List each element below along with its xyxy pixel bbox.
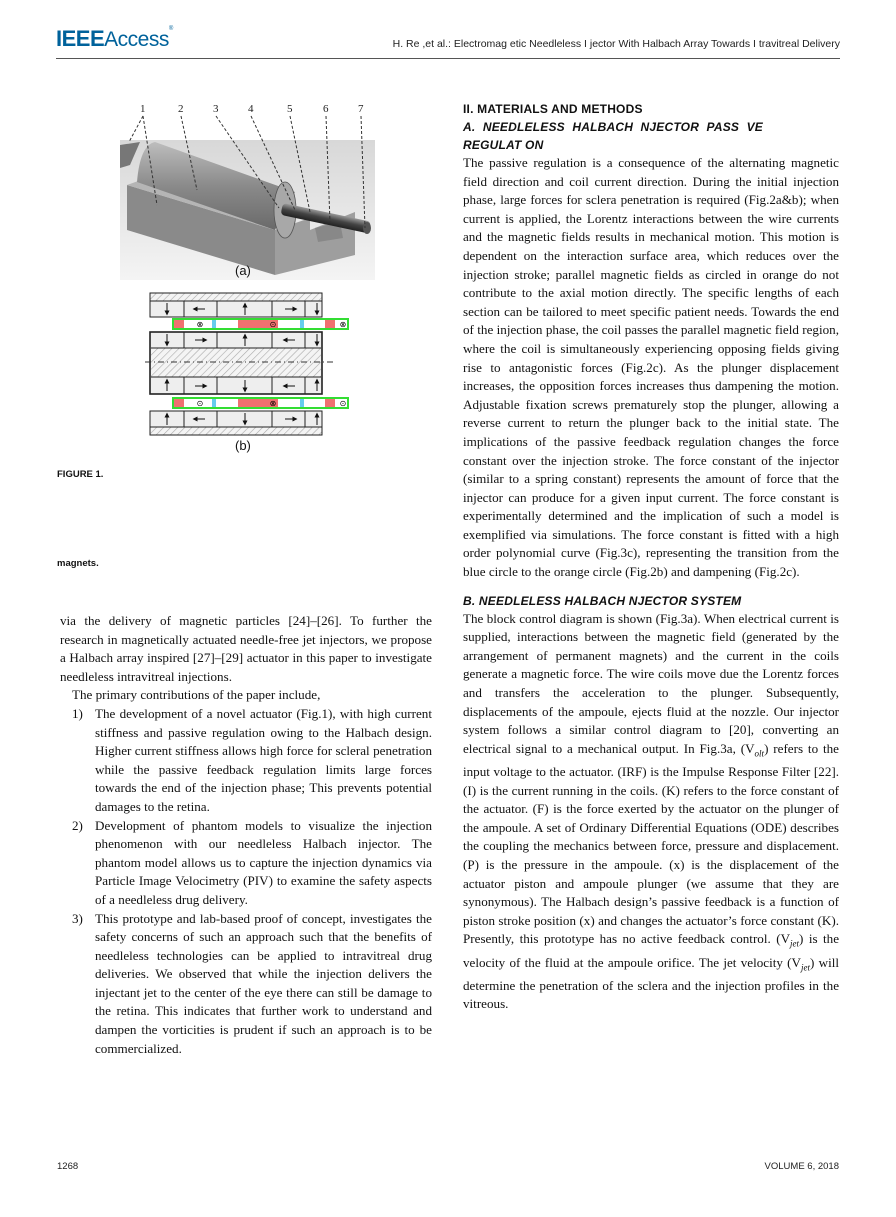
ieee-access-logo: IEEEAccess® (56, 26, 173, 51)
logo-bold-text: IEEE (56, 26, 105, 51)
subsection-a-heading: A. NEEDLELESS HALBACH NJECTOR PASS VE REGULAT ON (463, 120, 763, 152)
svg-text:7: 7 (358, 103, 364, 115)
figure-1a-label: (a) (235, 263, 251, 278)
contributions-list (60, 705, 432, 1058)
header-rule (56, 58, 840, 59)
figure-1a (115, 100, 415, 285)
svg-text:3: 3 (213, 103, 219, 115)
svg-text:4: 4 (248, 103, 254, 115)
figure-1b-label: (b) (235, 438, 251, 453)
svg-text:⊙: ⊙ (196, 399, 204, 408)
halbach-array-cross-section (145, 290, 350, 440)
subsection-b-text: The block control diagram is shown (Fig.3a). When electrical current is supplied, interactions between the magnetic field (generated by the arrangement of permanent magnets) and the current in the coils generate a magnetic force. The wire coils move due the Lorentz forces and transfers the acceleration to the plunger. Subsequently, displacements of the ampoule, ejects fluid at the nozzle. Our injector system follows a similar control diagram to [20], converting an electrical signal to a mechanical output. In Fig.3a, $(V_{olt})$ refers to the input voltage to the actuator. (IRF) is the Impulse Response Filter [22]. (I) is the current running in the coils. (K) refers to the force constant of the actuator. (F) is the force exerted by the actuator on the plunger of the ampoule. A set of Ordinary Differential Equations (ODE) describes the coupling the mechanics between force, pressure and displacement. (P) is the pressure in the ampoule. (x) is the displacement of the actuator piston and ampoule plunger (we assume that they are synonymous). The Halbach design’s passive feedback is a function of piston stroke position (x) and changes the actuator’s force constant (K). Presently, this prototype has no active feedback control. $(V_{jet})$ is the velocity of the fluid at the ampoule orifice. The jet velocity $(V_{jet})$ will determine the penetration of the sclera and the injection profiles in the vitreous. (463, 610, 840, 1012)
figure-1b (145, 290, 350, 440)
contributions-intro: The primary contributions of the paper include, (72, 687, 321, 703)
actuator-3d-drawing (115, 100, 415, 285)
logo-light-text: Access (104, 28, 169, 51)
subsection-b-heading: B. NEEDLELESS HALBACH NJECTOR SYSTEM (463, 593, 742, 608)
volume-info: VOLUME 6, 2018 (764, 1161, 839, 1172)
svg-text:⊗: ⊗ (269, 399, 277, 408)
list-item: 2) Development of phantom models to visualize the injection phenomenon with our needleless Halbach injector. The phantom model allows us to capture the injection dynamics via Particle Image Velocimetry (PIV) to examine the safety aspects of a needleless drug delivery. (72, 817, 432, 907)
figure-1-caption-title: FIGURE 1. (57, 469, 104, 480)
current-out-icon: ⊙ (269, 320, 277, 329)
list-item: 3) This prototype and lab-based proof of concept, investigates the safety concerns of such an approach such that the benefits of needleless technologies can be applied to intravitreal drug deliveries. We observed that while the injection delivers the injectant jet to the center of the eye there can still be damage to the retina. This indicates that further work to understand and dampen the vorticities is prudent if such an approach is to be commercialized. (72, 910, 432, 1056)
list-item: 1) The development of a novel actuator (Fig.1), with high current stiffness and passive regulation owing to the Halbach design. Higher current stiffness allows high force for scleral penetration while the passive feedback regulation limits large forces towards the end of the injection phase; This prevents potential damages to the retina. (72, 705, 432, 814)
left-column (60, 612, 432, 1058)
subsection-a-text: The passive regulation is a consequence of the alternating magnetic field direction and coil current direction. During the initial injection phase, large forces for sclera penetration is required (Fig.2a&b); when current is applied, the Lorentz interactions between the wire currents and the magnetic fields results in mechanical motion. This motion is dependent on the interaction surface area, which reduces over the injection stroke; parallel magnetic fields as circled in orange do not contribute to the axial motion directly. The specific lengths of each section can be tailored to meet specific patient needs. Towards the end of the injection phase, the coil passes the parallel magnetic field region, where the coil is simultaneously experiencing opposing fields giving rise to antagonistic forces (Fig.2c). As the plunger displacement increases, the opposition forces increases thus dampening the motion. Adjustable fixation screws prematurely stop the plunger, allowing a reverse current to return the plunger back to the initial state. The implications of the passive feedback regulation changes the force constant over the injection stroke. The force constant of the injector (similar to a spring constant) represents the amount of force that the injector can produce for a given input current. The force constant is experimentally determined and the implication of such a model is exemplified via simulations. The force constant is fitted with a high order polynomial curve (Fig.3c), representing the transition from the blue circle to the orange circle (Fig.2b) and dampening (Fig.2c). (463, 155, 839, 580)
section-heading: II. MATERIALS AND METHODS (463, 102, 643, 116)
current-into-icon: ⊗ (339, 320, 347, 329)
svg-text:1: 1 (140, 103, 146, 115)
current-into-icon: ⊗ (196, 320, 204, 329)
svg-text:2: 2 (178, 103, 184, 115)
svg-text:6: 6 (323, 103, 329, 115)
intro-paragraph: via the delivery of magnetic particles [24]–[26]. To further the research in magnetically actuated needle-free jet injectors, we propose a Halbach array inspired [27]–[29] actuator in this paper to investigate needleless intravitreal injections. (60, 613, 432, 684)
page-number: 1268 (57, 1161, 79, 1172)
svg-text:⊙: ⊙ (339, 399, 347, 408)
figure-1-caption-tail: magnets. (57, 558, 99, 569)
right-column (463, 100, 839, 1014)
svg-text:5: 5 (287, 103, 293, 115)
page-header (56, 26, 840, 54)
running-title: H. Re ,et al.: Electromag etic Needleless I jector With Halbach Array Towards I travitreal Delivery (392, 38, 840, 50)
